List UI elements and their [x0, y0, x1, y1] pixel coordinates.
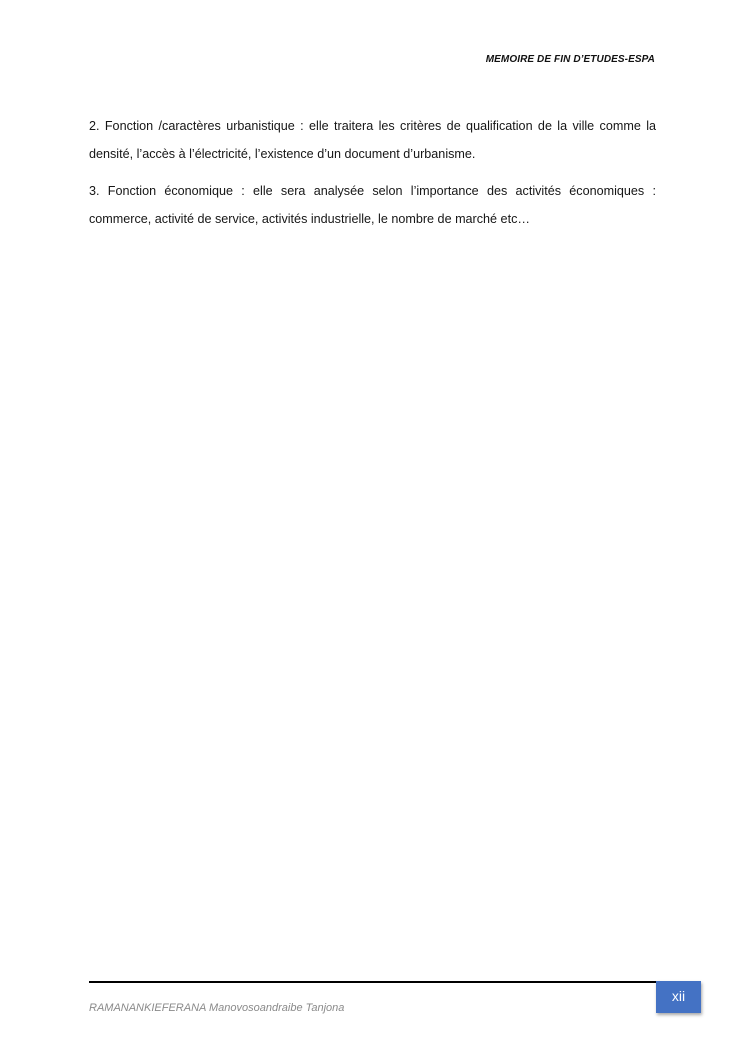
page-header-title: MEMOIRE DE FIN D’ETUDES-ESPA	[485, 54, 655, 65]
paragraph-economic-function: 3. Fonction économique : elle sera analysée selon l’importance des activités économiques : commerce, activité de service, activités industrielle, le nombre de marché etc…	[89, 184, 656, 226]
paragraph-urban-function: 2. Fonction /caractères urbanistique : elle traitera les critères de qualification de la ville comme la densité, l’accès à l’électricité, l’existence d’un document d’urbanisme.	[89, 119, 656, 161]
document-body	[89, 112, 656, 233]
footer-divider	[89, 981, 675, 983]
page-number-badge: xii	[656, 981, 701, 1013]
footer-author-name: RAMANANKIEFERANA Manovosoandraibe Tanjona	[89, 1002, 345, 1014]
